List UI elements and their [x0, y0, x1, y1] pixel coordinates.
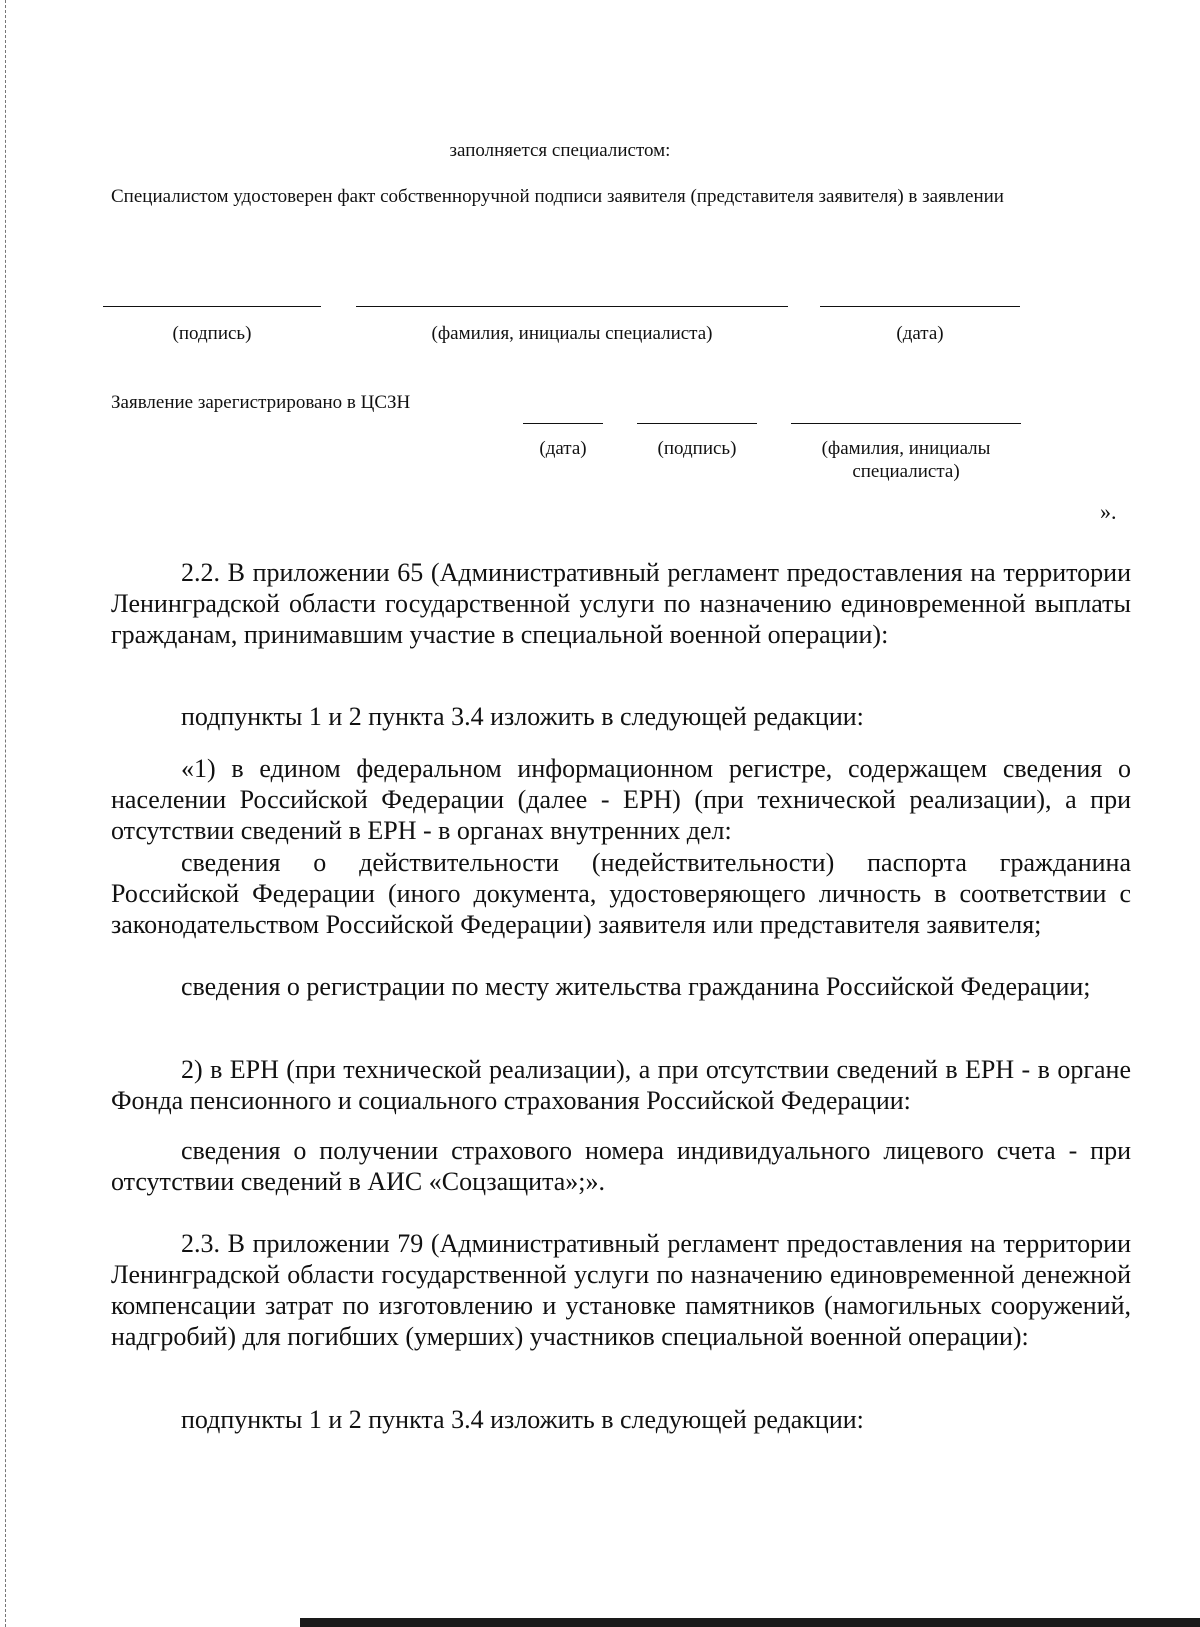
paragraph-2-3: 2.3. В приложении 79 (Административный регламент предоставления на территории Ленинградской области государственной услуги по назначению единовременной денежной компенсации затрат по изготовлению и установке памятников (намогильных сооружений, надгробий) для погибших (умерших) участников специальной военной операции): — [111, 1229, 1131, 1351]
reg-date-label: (дата) — [539, 438, 587, 459]
date-line — [820, 306, 1020, 307]
closing-quote: ». — [1100, 499, 1117, 524]
date-label: (дата) — [896, 323, 944, 344]
reg-name-line — [791, 423, 1021, 424]
paragraph-subpoints-intro-2: подпункты 1 и 2 пункта 3.4 изложить в следующей редакции: — [181, 1405, 864, 1434]
paragraph-registration-info: сведения о регистрации по месту жительства гражданина Российской Федерации; — [181, 972, 1091, 1001]
signature-label: (подпись) — [172, 323, 252, 344]
specialist-title: заполняется специалистом: — [449, 140, 671, 161]
paragraph-passport-info: сведения о действительности (недействительности) паспорта гражданина Российской Федерации (иного документа, удостоверяющего личность в соответствии с законодательством Российской Федерации) заявителя или представителя заявителя; — [111, 848, 1131, 939]
specialist-name-label: (фамилия, инициалы специалиста) — [431, 323, 713, 344]
scan-bottom-edge — [300, 1618, 1200, 1627]
paragraph-item-1: «1) в едином федеральном информационном регистре, содержащем сведения о населении Российской Федерации (далее - ЕРН) (при технической реализации), а при отсутствии сведений в ЕРН - в органах внутренних дел: — [111, 754, 1131, 845]
reg-signature-label: (подпись) — [657, 438, 737, 459]
paragraph-2-2: 2.2. В приложении 65 (Административный регламент предоставления на территории Ленинградской области государственной услуги по назначению единовременной выплаты гражданам, принимавшим участие в специальной военной операции): — [111, 558, 1131, 649]
paragraph-snils-info: сведения о получении страхового номера индивидуального лицевого счета - при отсутствии сведений в АИС «Соцзащита»;». — [111, 1136, 1131, 1196]
reg-date-line — [523, 423, 603, 424]
certified-text: Специалистом удостоверен факт собственноручной подписи заявителя (представителя заявителя) в заявлении — [111, 186, 1004, 207]
reg-name-label: (фамилия, инициалы специалиста) — [821, 438, 991, 482]
paragraph-item-2: 2) в ЕРН (при технической реализации), а при отсутствии сведений в ЕРН - в органе Фонда пенсионного и социального страхования Российской Федерации: — [111, 1055, 1131, 1115]
name-line — [356, 306, 788, 307]
signature-line — [103, 306, 321, 307]
paragraph-subpoints-intro: подпункты 1 и 2 пункта 3.4 изложить в следующей редакции: — [181, 702, 864, 731]
reg-signature-line — [637, 423, 757, 424]
registered-text: Заявление зарегистрировано в ЦСЗН — [111, 392, 411, 413]
scan-left-edge — [5, 0, 6, 1627]
